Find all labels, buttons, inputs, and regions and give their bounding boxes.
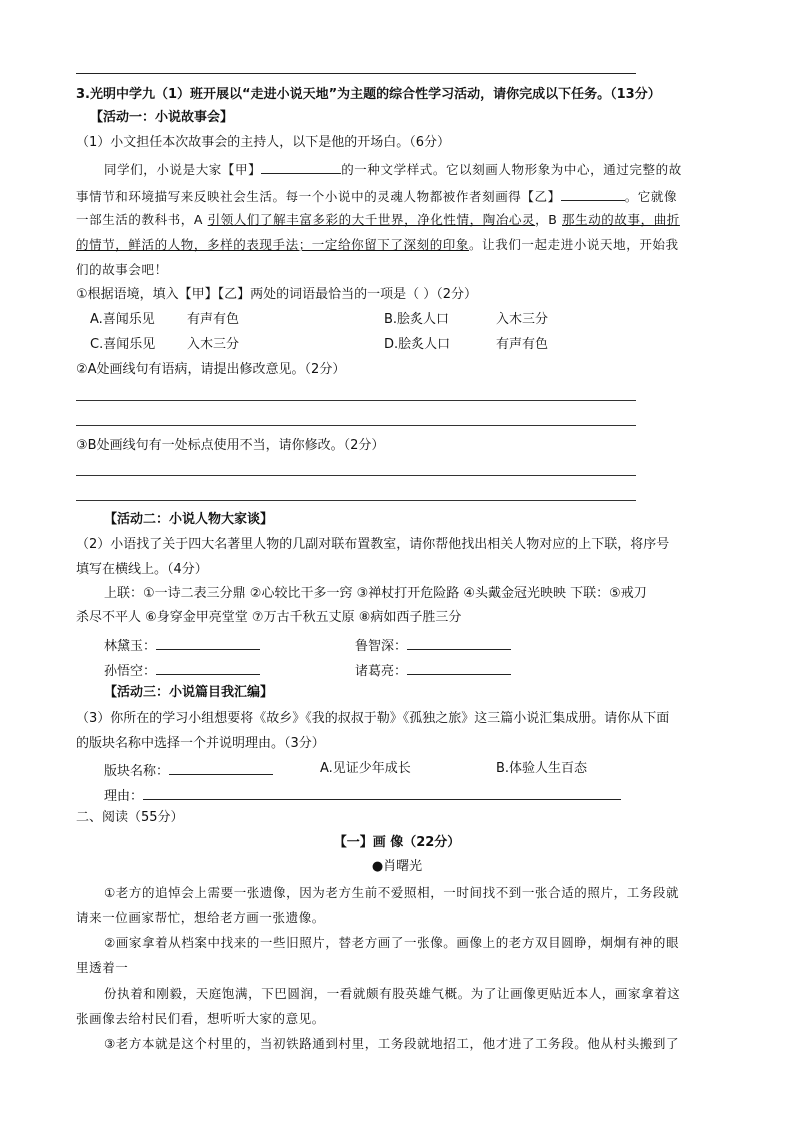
blank-yi[interactable] <box>561 186 625 201</box>
blank-jia[interactable] <box>261 159 341 174</box>
article-paragraph-2-line-1: ②画家拿着从档案中找来的一些旧照片，替老方画了一张像。画像上的老方双目圆睁，炯炯有神的眼 <box>104 935 680 950</box>
part-2-line-1: （2）小语找了关于四大名著里人物的几副对联布置教室，请你帮他找出相关人物对应的上下联，将序号 <box>76 537 670 552</box>
couplets-line-1: 上联：①一诗二表三分鼎 ②心较比干多一窍 ③禅杖打开危险路 ④头戴金冠光映映 下联：⑤戒刀 <box>104 586 647 601</box>
article-title: 【一】画 像（22分） <box>333 835 461 850</box>
answer-line[interactable] <box>76 500 636 501</box>
sentence-a-underlined: 引领人们了解丰富多彩的大千世界，净化性情，陶冶心灵 <box>207 212 536 227</box>
article-paragraph-2-line-3: 份执着和刚毅，天庭饱满，下巴圆润，一看就颇有股英雄气概。为了让画像更贴近本人，画家拿着这 <box>104 986 681 1001</box>
section-name-blank[interactable] <box>169 760 273 775</box>
article-paragraph-1-line-1: ①老方的追悼会上需要一张遗像，因为老方生前不爱照相，一时间找不到一张合适的照片，工务段就 <box>104 885 680 900</box>
section-name-answer: 版块名称： <box>104 760 273 781</box>
section-option-a[interactable]: A.见证少年成长 <box>320 761 411 776</box>
passage-line-2: 事情节和环境描写来反映社会生活。每一个小说中的灵魂人物都被作者刻画得【乙】 。它就像 <box>76 186 677 206</box>
option-d-word2: 有声有色 <box>496 337 549 352</box>
reason-blank[interactable] <box>143 785 621 800</box>
sun-wukong-blank[interactable] <box>156 660 260 675</box>
passage-line-4: 的情节，鲜活的人物，多样的表现手法；一定给你留下了深刻的印象。让我们一起走进小说天地，开始我 <box>76 237 679 252</box>
option-a-word2: 有声有色 <box>187 312 240 327</box>
article-paragraph-2-line-4: 张画像去给村民们看，想听听大家的意见。 <box>76 1011 325 1026</box>
reason-answer: 理由： <box>104 785 621 806</box>
article-author: ●肖曙光 <box>371 859 423 874</box>
sun-wukong-answer: 孙悟空： <box>104 660 260 681</box>
sentence-b-underlined: 那生动的故事，曲折 <box>562 212 680 227</box>
lu-zhishen-answer: 鲁智深： <box>355 635 511 656</box>
section-option-b[interactable]: B.体验人生百态 <box>496 761 588 776</box>
zhuge-liang-answer: 诸葛亮： <box>355 660 511 681</box>
reading-section-heading: 二、阅读（55分） <box>76 810 184 825</box>
activity-2-title: 【活动二：小说人物大家谈】 <box>104 512 274 527</box>
activity-1-title: 【活动一：小说故事会】 <box>90 110 234 125</box>
part-3-line-1: （3）你所在的学习小组想要将《故乡》《我的叔叔于勒》《孤独之旅》这三篇小说汇集成册。请你从下面 <box>76 711 670 726</box>
activity-3-title: 【活动三：小说篇目我汇编】 <box>104 685 274 700</box>
answer-line[interactable] <box>76 425 636 426</box>
option-a-word1[interactable]: A.喜闻乐见 <box>90 312 155 327</box>
answer-line[interactable] <box>76 475 636 476</box>
article-paragraph-1-line-2: 请来一位画家帮忙，想给老方画一张遗像。 <box>76 910 325 925</box>
part-1-title: （1）小文担任本次故事会的主持人，以下是他的开场白。（6分） <box>76 135 451 150</box>
option-c-word2: 入木三分 <box>187 337 240 352</box>
sub-question-1: ①根据语境，填入【甲】【乙】两处的词语最恰当的一项是（ ）（2分） <box>76 287 478 302</box>
sentence-b-underlined-cont: 的情节，鲜活的人物，多样的表现手法；一定给你留下了深刻的印象 <box>76 237 470 252</box>
part-3-line-2: 的版块名称中选择一个并说明理由。（3分） <box>76 736 325 751</box>
header-rule <box>76 73 636 74</box>
sub-question-3: ③B处画线句有一处标点使用不当，请你修改。（2分） <box>76 438 385 453</box>
article-paragraph-3-line-1: ③老方本就是这个村里的，当初铁路通到村里，工务段就地招工，他才进了工务段。他从村头搬到了 <box>104 1036 680 1051</box>
part-2-line-2: 填写在横线上。（4分） <box>76 562 208 577</box>
sub-question-2: ②A处画线句有语病，请提出修改意见。（2分） <box>76 362 346 377</box>
answer-line[interactable] <box>76 400 636 401</box>
option-b-word2: 入木三分 <box>496 312 549 327</box>
couplets-line-2: 杀尽不平人 ⑥身穿金甲亮堂堂 ⑦万古千秋五丈原 ⑧病如西子胜三分 <box>76 610 462 625</box>
zhuge-liang-blank[interactable] <box>407 660 511 675</box>
passage-line-1: 同学们，小说是大家【甲】 的一种文学样式。它以刻画人物形象为中心，通过完整的故 <box>104 159 682 179</box>
option-d-word1[interactable]: D.脍炙人口 <box>384 337 451 352</box>
option-c-word1[interactable]: C.喜闻乐见 <box>90 337 156 352</box>
lin-daiyu-blank[interactable] <box>156 635 260 650</box>
question-3-title: 3.光明中学九（1）班开展以“走进小说天地”为主题的综合性学习活动，请你完成以下任务。（13分） <box>76 87 661 102</box>
lu-zhishen-blank[interactable] <box>407 635 511 650</box>
option-b-word1[interactable]: B.脍炙人口 <box>384 312 450 327</box>
passage-line-3: 一部生活的教科书，A 引领人们了解丰富多彩的大千世界，净化性情，陶冶心灵，B 那生动的故事，曲折 <box>76 212 680 227</box>
passage-line-5: 们的故事会吧！ <box>76 262 168 277</box>
lin-daiyu-answer: 林黛玉： <box>104 635 260 656</box>
article-paragraph-2-line-2: 里透着一 <box>76 960 129 975</box>
